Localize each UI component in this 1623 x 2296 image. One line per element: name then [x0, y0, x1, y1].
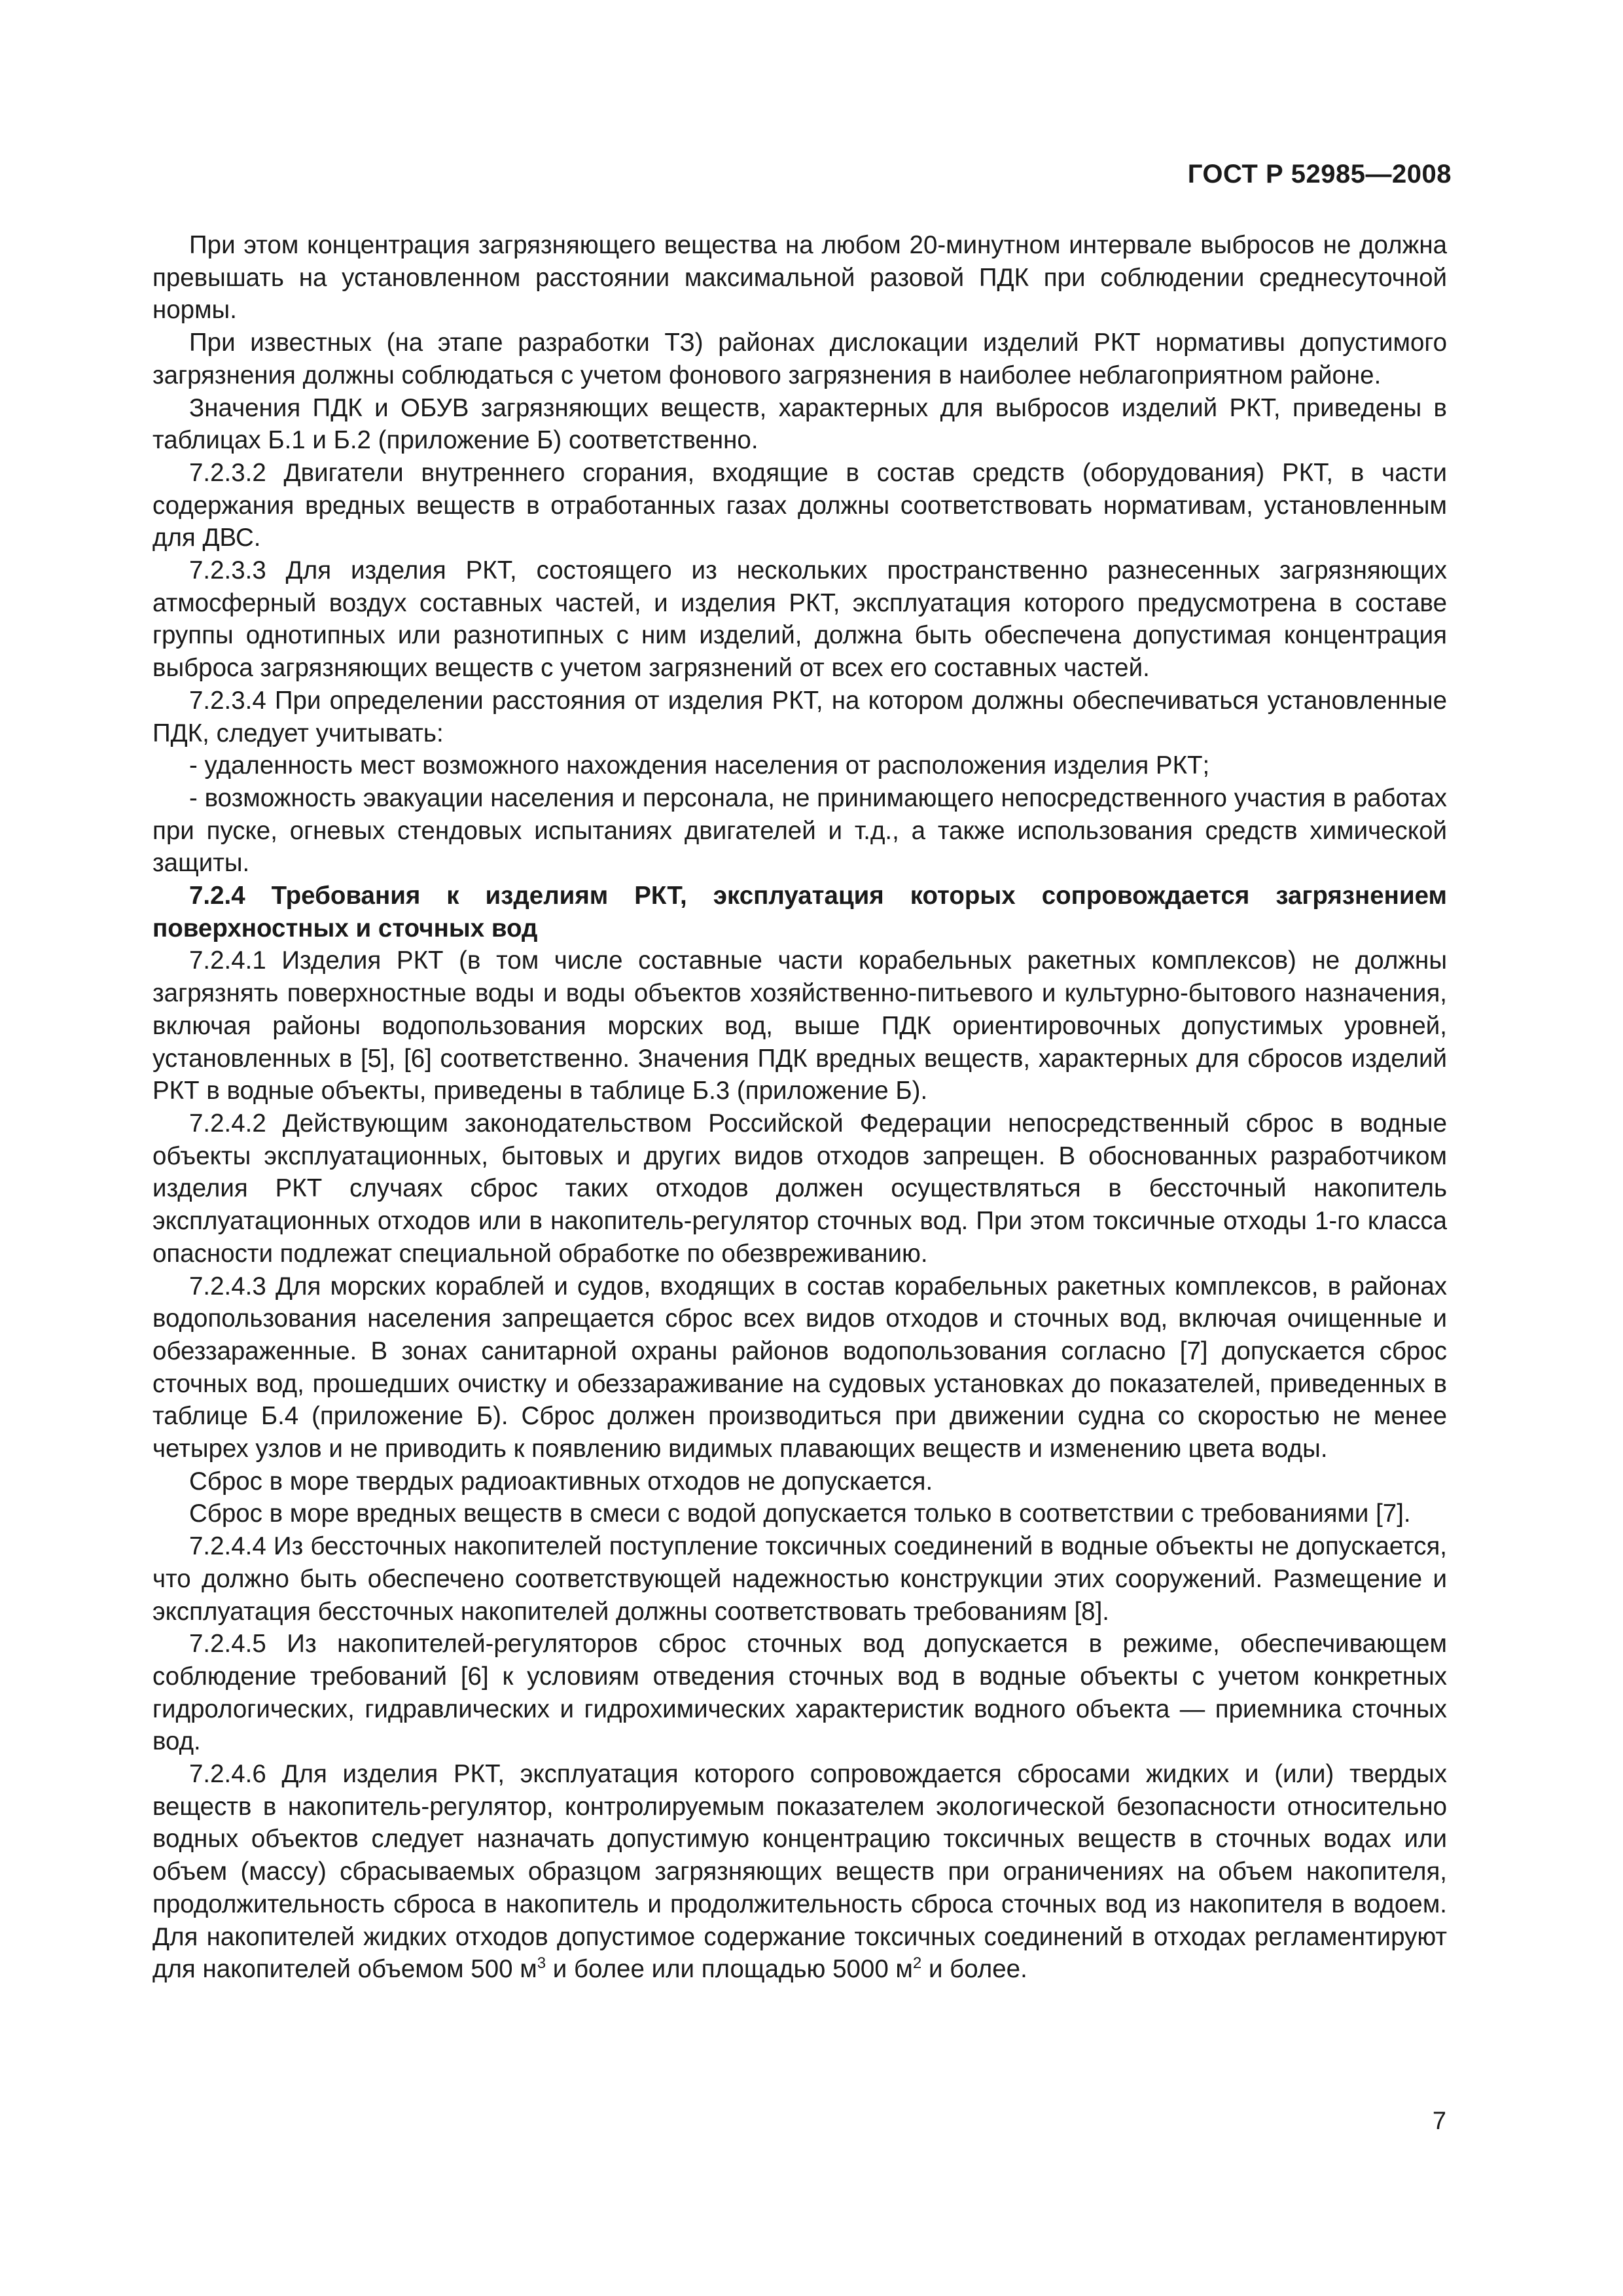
clause-7-2-4-6-text-1: 7.2.4.6 Для изделия РКТ, эксплуатация которого сопровождается сбросами жидких и (или) твердых веществ в накопитель-регулятор, контролируемым показателем экологической безопасности относительно водных объектов следует назначать допустимую концентрацию токсичных веществ в сточных водах или объем (массу) сбрасываемых образцом загрязняющих веществ при ограничениях на объем накопителя, продолжительность сброса в накопитель и продолжительность сброса сточных вод из накопителя в водоем. Для накопителей жидких отходов допустимое содержание токсичных соединений в отходах регламентируют для накопителей объемом 500 м: [152, 1760, 1447, 1984]
clause-7-2-4-1: 7.2.4.1 Изделия РКТ (в том числе составные части корабельных ракетных комплексов) не должны загрязнять поверхностные воды и воды объектов хозяйственно-питьевого и культурно-бытового назначения, включая районы водопользования морских вод, выше ПДК ориентировочных допустимых уровней, установленных в [5], [6] соответственно. Значения ПДК вредных веществ, характерных для сбросов изделий РКТ в водные объекты, приведены в таблице Б.3 (приложение Б).: [152, 946, 1447, 1105]
clause-7-2-3-3: 7.2.3.3 Для изделия РКТ, состоящего из нескольких пространственно разнесенных загрязняющих атмосферный воздух составных частей, и изделия РКТ, эксплуатация которого предусмотрена в составе группы однотипных или разнотипных с ним изделий, должна быть обеспечена допустимая концентрация выброса загрязняющих веществ с учетом загрязнений от всех его составных частей.: [152, 556, 1447, 683]
paragraph-pdk-obuv-values: Значения ПДК и ОБУВ загрязняющих веществ, характерных для выбросов изделий РКТ, приведены в таблицах Б.1 и Б.2 (приложение Б) соответственно.: [152, 393, 1447, 455]
clause-7-2-3-2: 7.2.3.2 Двигатели внутреннего сгорания, входящие в состав средств (оборудования) РКТ, в части содержания вредных веществ в отработанных газах должны соответствовать нормативам, установленным для ДВС.: [152, 458, 1447, 552]
list-item-evacuation: - возможность эвакуации населения и персонала, не принимающего непосредственного участия в работах при пуске, огневых стендовых испытаниях двигателей и т.д., а также использования средств химической защиты.: [152, 783, 1447, 878]
page-number: 7: [1432, 2108, 1446, 2135]
clause-7-2-3-4: 7.2.3.4 При определении расстояния от изделия РКТ, на котором должны обеспечиваться установленные ПДК, следует учитывать:: [152, 686, 1447, 747]
document-code-header: ГОСТ Р 52985—2008: [1187, 160, 1452, 188]
clause-7-2-4-6-text-2: и более или площадью 5000 м: [546, 1955, 913, 1984]
document-body: [152, 229, 1447, 1986]
clause-7-2-4-3: 7.2.4.3 Для морских кораблей и судов, входящих в состав корабельных ракетных комплексов, в районах водопользования населения запрещается сброс всех видов отходов и сточных вод, включая очищенные и обеззараженные. В зонах санитарной охраны районов водопользования согласно [7] допускается сброс сточных вод, прошедших очистку и обеззараживание на судовых установках до показателей, приведенных в таблице Б.4 (приложение Б). Сброс должен производиться при движении судна со скоростью не менее четырех узлов и не приводить к появлению видимых плавающих веществ и изменению цвета воды.: [152, 1272, 1447, 1463]
superscript-cubic: 3: [537, 1954, 546, 1973]
clause-7-2-4-6: [152, 1758, 1447, 1986]
paragraph-radioactive-waste: Сброс в море твердых радиоактивных отходов не допускается.: [189, 1467, 933, 1496]
superscript-square: 2: [912, 1954, 922, 1973]
paragraph-pdk-interval: При этом концентрация загрязняющего вещества на любом 20-минутном интервале выбросов не должна превышать на установленном расстоянии максимальной разовой ПДК при соблюдении среднесуточной нормы.: [152, 231, 1447, 325]
section-heading-7-2-4: 7.2.4 Требования к изделиям РКТ, эксплуатация которых сопровождается загрязнением поверхностных и сточных вод: [152, 882, 1447, 942]
paragraph-background-pollution: При известных (на этапе разработки ТЗ) районах дислокации изделий РКТ нормативы допустимого загрязнения должны соблюдаться с учетом фонового загрязнения в наиболее неблагоприятном районе.: [152, 329, 1447, 389]
clause-7-2-4-4: 7.2.4.4 Из бессточных накопителей поступление токсичных соединений в водные объекты не допускается, что должно быть обеспечено соответствующей надежностью конструкции этих сооружений. Размещение и эксплуатация бессточных накопителей должны соответствовать требованиям [8].: [152, 1532, 1447, 1626]
clause-7-2-4-5: 7.2.4.5 Из накопителей-регуляторов сброс сточных вод допускается в режиме, обеспечивающем соблюдение требований [6] к условиям отведения сточных вод в водные объекты с учетом конкретных гидрологических, гидравлических и гидрохимических характеристик водного объекта — приемника сточных вод.: [152, 1630, 1447, 1756]
clause-7-2-4-2: 7.2.4.2 Действующим законодательством Российской Федерации непосредственный сброс в водные объекты эксплуатационных, бытовых и других видов отходов запрещен. В обоснованных разработчиком изделия РКТ случаях сброс таких отходов должен осуществляться в бессточный накопитель эксплуатационных отходов или в накопитель-регулятор сточных вод. При этом токсичные отходы 1-го класса опасности подлежат специальной обработке по обезвреживанию.: [152, 1109, 1447, 1268]
clause-7-2-4-6-text-3: и более.: [921, 1955, 1027, 1984]
list-item-population-distance: - удаленность мест возможного нахождения населения от расположения изделия РКТ;: [189, 751, 1210, 780]
paragraph-harmful-substances: Сброс в море вредных веществ в смеси с водой допускается только в соответствии с требованиями [7].: [189, 1499, 1411, 1528]
